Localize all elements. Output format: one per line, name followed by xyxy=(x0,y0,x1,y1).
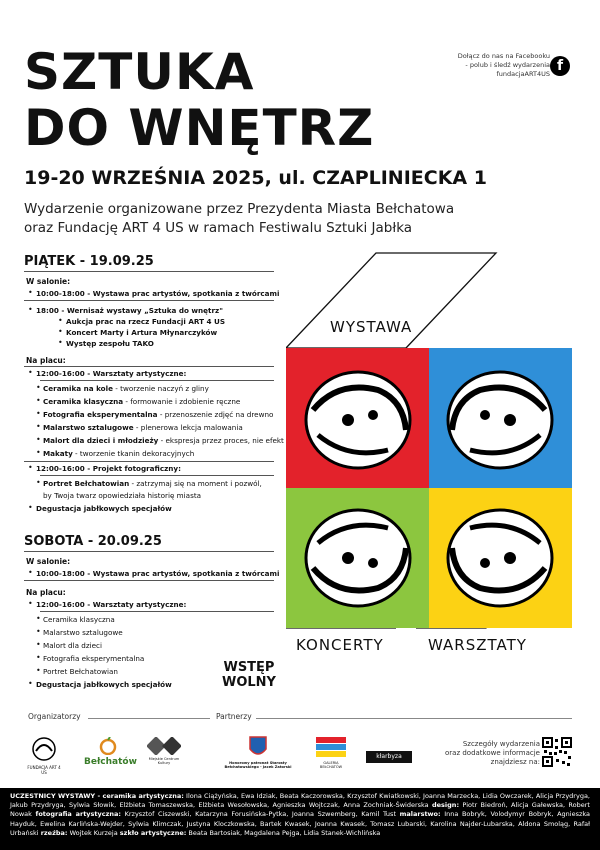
galeria-text: GALERIA BEŁCHATÓW xyxy=(319,761,343,769)
photo-project-2: by Twoja twarz opowiedziała historię miasta xyxy=(43,491,202,500)
footer-lead: UCZESTNICY WYSTAWY - ceramika artystyczna: xyxy=(10,792,184,800)
bullet: • xyxy=(28,368,33,377)
details-line-3: znajdziesz na: xyxy=(490,758,540,766)
face-top-left xyxy=(306,372,410,468)
event-artwork xyxy=(286,248,576,688)
footer-t1: Ilona Ciążyńska, Ewa Idziak, Beata Kaczorowska, Krzysztof Kwiatkowski, Joanna Marzecka, Lidia Owczarek, Alicja Przydryga, Jakub Przydryga, Sylwia Słowik, Elżbieta Tomaszewska, Elżbieta Wesołowska, Agnieszka Wojtczak, Anna Zochniak-Świderska xyxy=(10,792,590,810)
facebook-icon[interactable]: f xyxy=(550,56,570,76)
event-dates: 19-20 WRZEŚNIA 2025, ul. CZAPLINIECKA 1 xyxy=(24,167,487,189)
friday-salon-1-text: 10:00-18:00 - Wystawa prac artystów, spotkania z twórcami xyxy=(36,289,280,298)
coat-of-arms-icon xyxy=(248,735,268,759)
sat-ws-1: Ceramika klasyczna xyxy=(43,615,115,624)
friday-square-label: Na placu: xyxy=(26,356,66,365)
subtitle-line-2: oraz Fundację ART 4 US w ramach Festiwalu Sztuki Jabłka xyxy=(24,220,413,236)
friday-salon-2c xyxy=(66,339,154,348)
sat-ws-5: Portret Bełchatowian xyxy=(43,667,118,676)
ws-6-t: - tworzenie tkanin dekoracyjnych xyxy=(72,449,195,458)
label-warsztaty: WARSZTATY xyxy=(428,636,527,654)
bullet: • xyxy=(58,327,63,336)
friday-salon-2b-text: Koncert Marty i Artura Młynarczyków xyxy=(66,328,218,337)
fb-line-3: fundacjaART4US xyxy=(496,70,550,78)
partners-label: Partnerzy xyxy=(216,712,252,721)
radio-logo[interactable]: kłarbyza xyxy=(366,751,412,763)
footer-t2: Piotr Biedroń, Alicja Gałewska, Robert Nowak xyxy=(10,801,590,819)
bullet: • xyxy=(36,666,41,675)
details-note xyxy=(432,740,540,767)
free-entry xyxy=(222,660,276,690)
photo-t: - zatrzymaj się na moment i pozwól, xyxy=(129,479,262,488)
friday-salon-2a-text: Aukcja prac na rzecz Fundacji ART 4 US xyxy=(66,317,226,326)
bullet: • xyxy=(36,383,41,392)
friday-square-2 xyxy=(36,464,181,473)
ws-3 xyxy=(43,410,273,419)
art4us-icon xyxy=(28,737,60,763)
bullet: • xyxy=(36,478,41,487)
fb-line-1: Dołącz do nas na Facebooku xyxy=(457,52,550,60)
sat-ws-3: Malort dla dzieci xyxy=(43,641,103,650)
facebook-note xyxy=(450,52,550,79)
photo-b: Portret Bełchatowian xyxy=(43,479,130,488)
bullet: • xyxy=(36,396,41,405)
face-top-right xyxy=(448,372,552,468)
saturday-heading: SOBOTA - 20.09.25 xyxy=(24,534,162,549)
divider xyxy=(24,551,274,552)
entry-line-2: WOLNY xyxy=(222,675,276,690)
saturday-salon-1-text: 10:00-18:00 - Wystawa prac artystów, spotkania z twórcami xyxy=(36,569,280,578)
divider xyxy=(40,611,274,612)
divider xyxy=(24,366,274,367)
footer-glass: szkło artystyczne: xyxy=(119,828,187,837)
bullet: • xyxy=(36,422,41,431)
bullet: • xyxy=(36,435,41,444)
ws-4 xyxy=(43,423,243,432)
title-line-2: DO WNĘTRZ xyxy=(24,99,375,157)
label-wystawa: WYSTAWA xyxy=(330,318,413,336)
footer-t4: Inna Bobryk, Volodymyr Bobryk, Agnieszka Hayduk, Ewelina Karlińska-Wejder, Sylwia Klimczak, Justyna Kloczkowska, Bartek Kwasek, Joanna Kwasek, Tomasz Lubarski, Karolina Najder-Lubarska, Aldona Smoląg, Rafał Urbański xyxy=(10,810,591,837)
divider xyxy=(24,461,274,462)
fb-line-2: - polub i śledź wydarzenia xyxy=(465,61,550,69)
bullet: • xyxy=(28,503,33,512)
bullet: • xyxy=(36,653,41,662)
ws-4-t: - plenerowa lekcja malowania xyxy=(133,423,243,432)
friday-salon-2 xyxy=(36,306,223,315)
galeria-logo[interactable] xyxy=(314,737,348,769)
event-subtitle xyxy=(24,200,454,238)
ws-6 xyxy=(43,449,194,458)
footer-t3: Krzysztof Ciszewski, Katarzyna Forusińska-Pytka, Joanna Szwemberg, Kamil Tust xyxy=(121,810,400,819)
entry-line-1: WSTĘP xyxy=(223,660,275,675)
partners-line xyxy=(256,718,572,719)
friday-salon-label: W salonie: xyxy=(26,277,71,286)
footer-photo: fotografia artystyczna: xyxy=(35,810,122,819)
title-line-1: SZTUKA xyxy=(24,43,255,101)
qr-code-icon[interactable] xyxy=(542,737,572,767)
face-bottom-right xyxy=(448,510,552,606)
saturday-square-label: Na placu: xyxy=(26,588,66,597)
galeria-icon xyxy=(316,737,346,759)
ws-3-t: - przenoszenie zdjęć na drewno xyxy=(157,410,274,419)
divider xyxy=(24,271,274,272)
ws-2 xyxy=(43,397,240,406)
organizers-label: Organizatorzy xyxy=(28,712,81,721)
footer-t6: Beata Bartosiak, Magdalena Pejga, Lidia Stanek-Wichlińska xyxy=(186,828,381,837)
friday-salon-2-text: 18:00 - Wernisaż wystawy „Sztuka do wnętrz" xyxy=(36,306,223,315)
ws-1-t: - tworzenie naczyń z gliny xyxy=(112,384,209,393)
divider xyxy=(40,380,274,381)
saturday-square-1 xyxy=(36,600,186,609)
friday-tasting-text: Degustacja jabłkowych specjałów xyxy=(36,504,172,513)
mck-icon xyxy=(147,737,181,755)
ws-5-t: - ekspresja przez proces, nie efekt xyxy=(158,436,284,445)
patron-text: Honorowy patronat Starosty Bełchatowskiego - Jacek Zatorski xyxy=(224,761,292,769)
art4us-text: FUNDACJA ART 4 US xyxy=(27,765,61,775)
divider xyxy=(24,300,274,301)
ws-1 xyxy=(43,384,209,393)
footer-design: design: xyxy=(432,801,460,810)
ws-2-b: Ceramika klasyczna xyxy=(43,397,124,406)
organizers-line xyxy=(88,718,210,719)
ws-4-b: Malarstwo sztalugowe xyxy=(43,423,134,432)
friday-square-2-text: 12:00-16:00 - Projekt fotograficzny: xyxy=(36,464,181,473)
friday-salon-1 xyxy=(36,289,279,298)
footer-paint: malarstwo: xyxy=(399,810,441,819)
belchatow-logo[interactable] xyxy=(84,737,137,767)
ws-3-b: Fotografia eksperymentalna xyxy=(43,410,158,419)
bullet: • xyxy=(58,316,63,325)
friday-square-1-text: 12:00-16:00 - Warsztaty artystyczne: xyxy=(36,369,187,378)
face-bottom-left xyxy=(306,510,410,606)
art4us-logo[interactable] xyxy=(26,737,62,775)
bullet: • xyxy=(36,627,41,636)
footer-sculpt: rzeźba: xyxy=(40,828,68,837)
footer-t5: Wojtek Kurzeja xyxy=(67,828,120,837)
details-line-2: oraz dodatkowe informacje xyxy=(445,749,540,757)
divider xyxy=(40,475,274,476)
ws-5-b: Malort dla dzieci i młodzieży xyxy=(43,436,159,445)
bullet: • xyxy=(28,599,33,608)
sat-ws-4: Fotografia eksperymentalna xyxy=(43,654,145,663)
ws-1-b: Ceramika na kole xyxy=(43,384,113,393)
friday-salon-2c-text: Występ zespołu TAKO xyxy=(66,339,154,348)
event-title xyxy=(24,44,374,156)
sat-ws-2: Malarstwo sztalugowe xyxy=(43,628,123,637)
bullet: • xyxy=(28,679,33,688)
bullet: • xyxy=(28,463,33,472)
ws-2-t: - formowanie i zdobienie ręczne xyxy=(123,397,241,406)
bullet: • xyxy=(28,305,33,314)
mck-logo[interactable] xyxy=(144,737,184,765)
label-koncerty: KONCERTY xyxy=(296,636,384,654)
friday-salon-2a xyxy=(66,317,225,326)
ws-6-b: Makaty xyxy=(43,449,73,458)
friday-tasting xyxy=(36,504,172,513)
friday-heading: PIĄTEK - 19.09.25 xyxy=(24,254,154,269)
saturday-salon-label: W salonie: xyxy=(26,557,71,566)
bullet: • xyxy=(36,448,41,457)
bullet: • xyxy=(28,288,33,297)
divider xyxy=(24,580,274,581)
saturday-tasting xyxy=(36,680,172,689)
saturday-square-1-text: 12:00-16:00 - Warsztaty artystyczne: xyxy=(36,600,187,609)
apple-icon xyxy=(99,737,117,755)
patron-logo[interactable] xyxy=(212,735,304,769)
participants-footer xyxy=(0,788,600,850)
bullet: • xyxy=(58,338,63,347)
details-line-1: Szczegóły wydarzenia xyxy=(462,740,540,748)
friday-salon-2b xyxy=(66,328,217,337)
saturday-salon-1 xyxy=(36,569,279,578)
saturday-tasting-text: Degustacja jabłkowych specjałów xyxy=(36,680,172,689)
ws-5 xyxy=(43,436,284,445)
friday-square-1 xyxy=(36,369,186,378)
mck-text: Miejskie Centrum Kultury xyxy=(148,757,180,765)
bullet: • xyxy=(36,614,41,623)
bullet: • xyxy=(28,568,33,577)
belchatow-text: Bełchatów xyxy=(84,757,137,767)
subtitle-line-1: Wydarzenie organizowane przez Prezydenta Miasta Bełchatowa xyxy=(24,201,455,217)
bullet: • xyxy=(36,640,41,649)
bullet: • xyxy=(36,409,41,418)
photo-project xyxy=(43,479,262,488)
